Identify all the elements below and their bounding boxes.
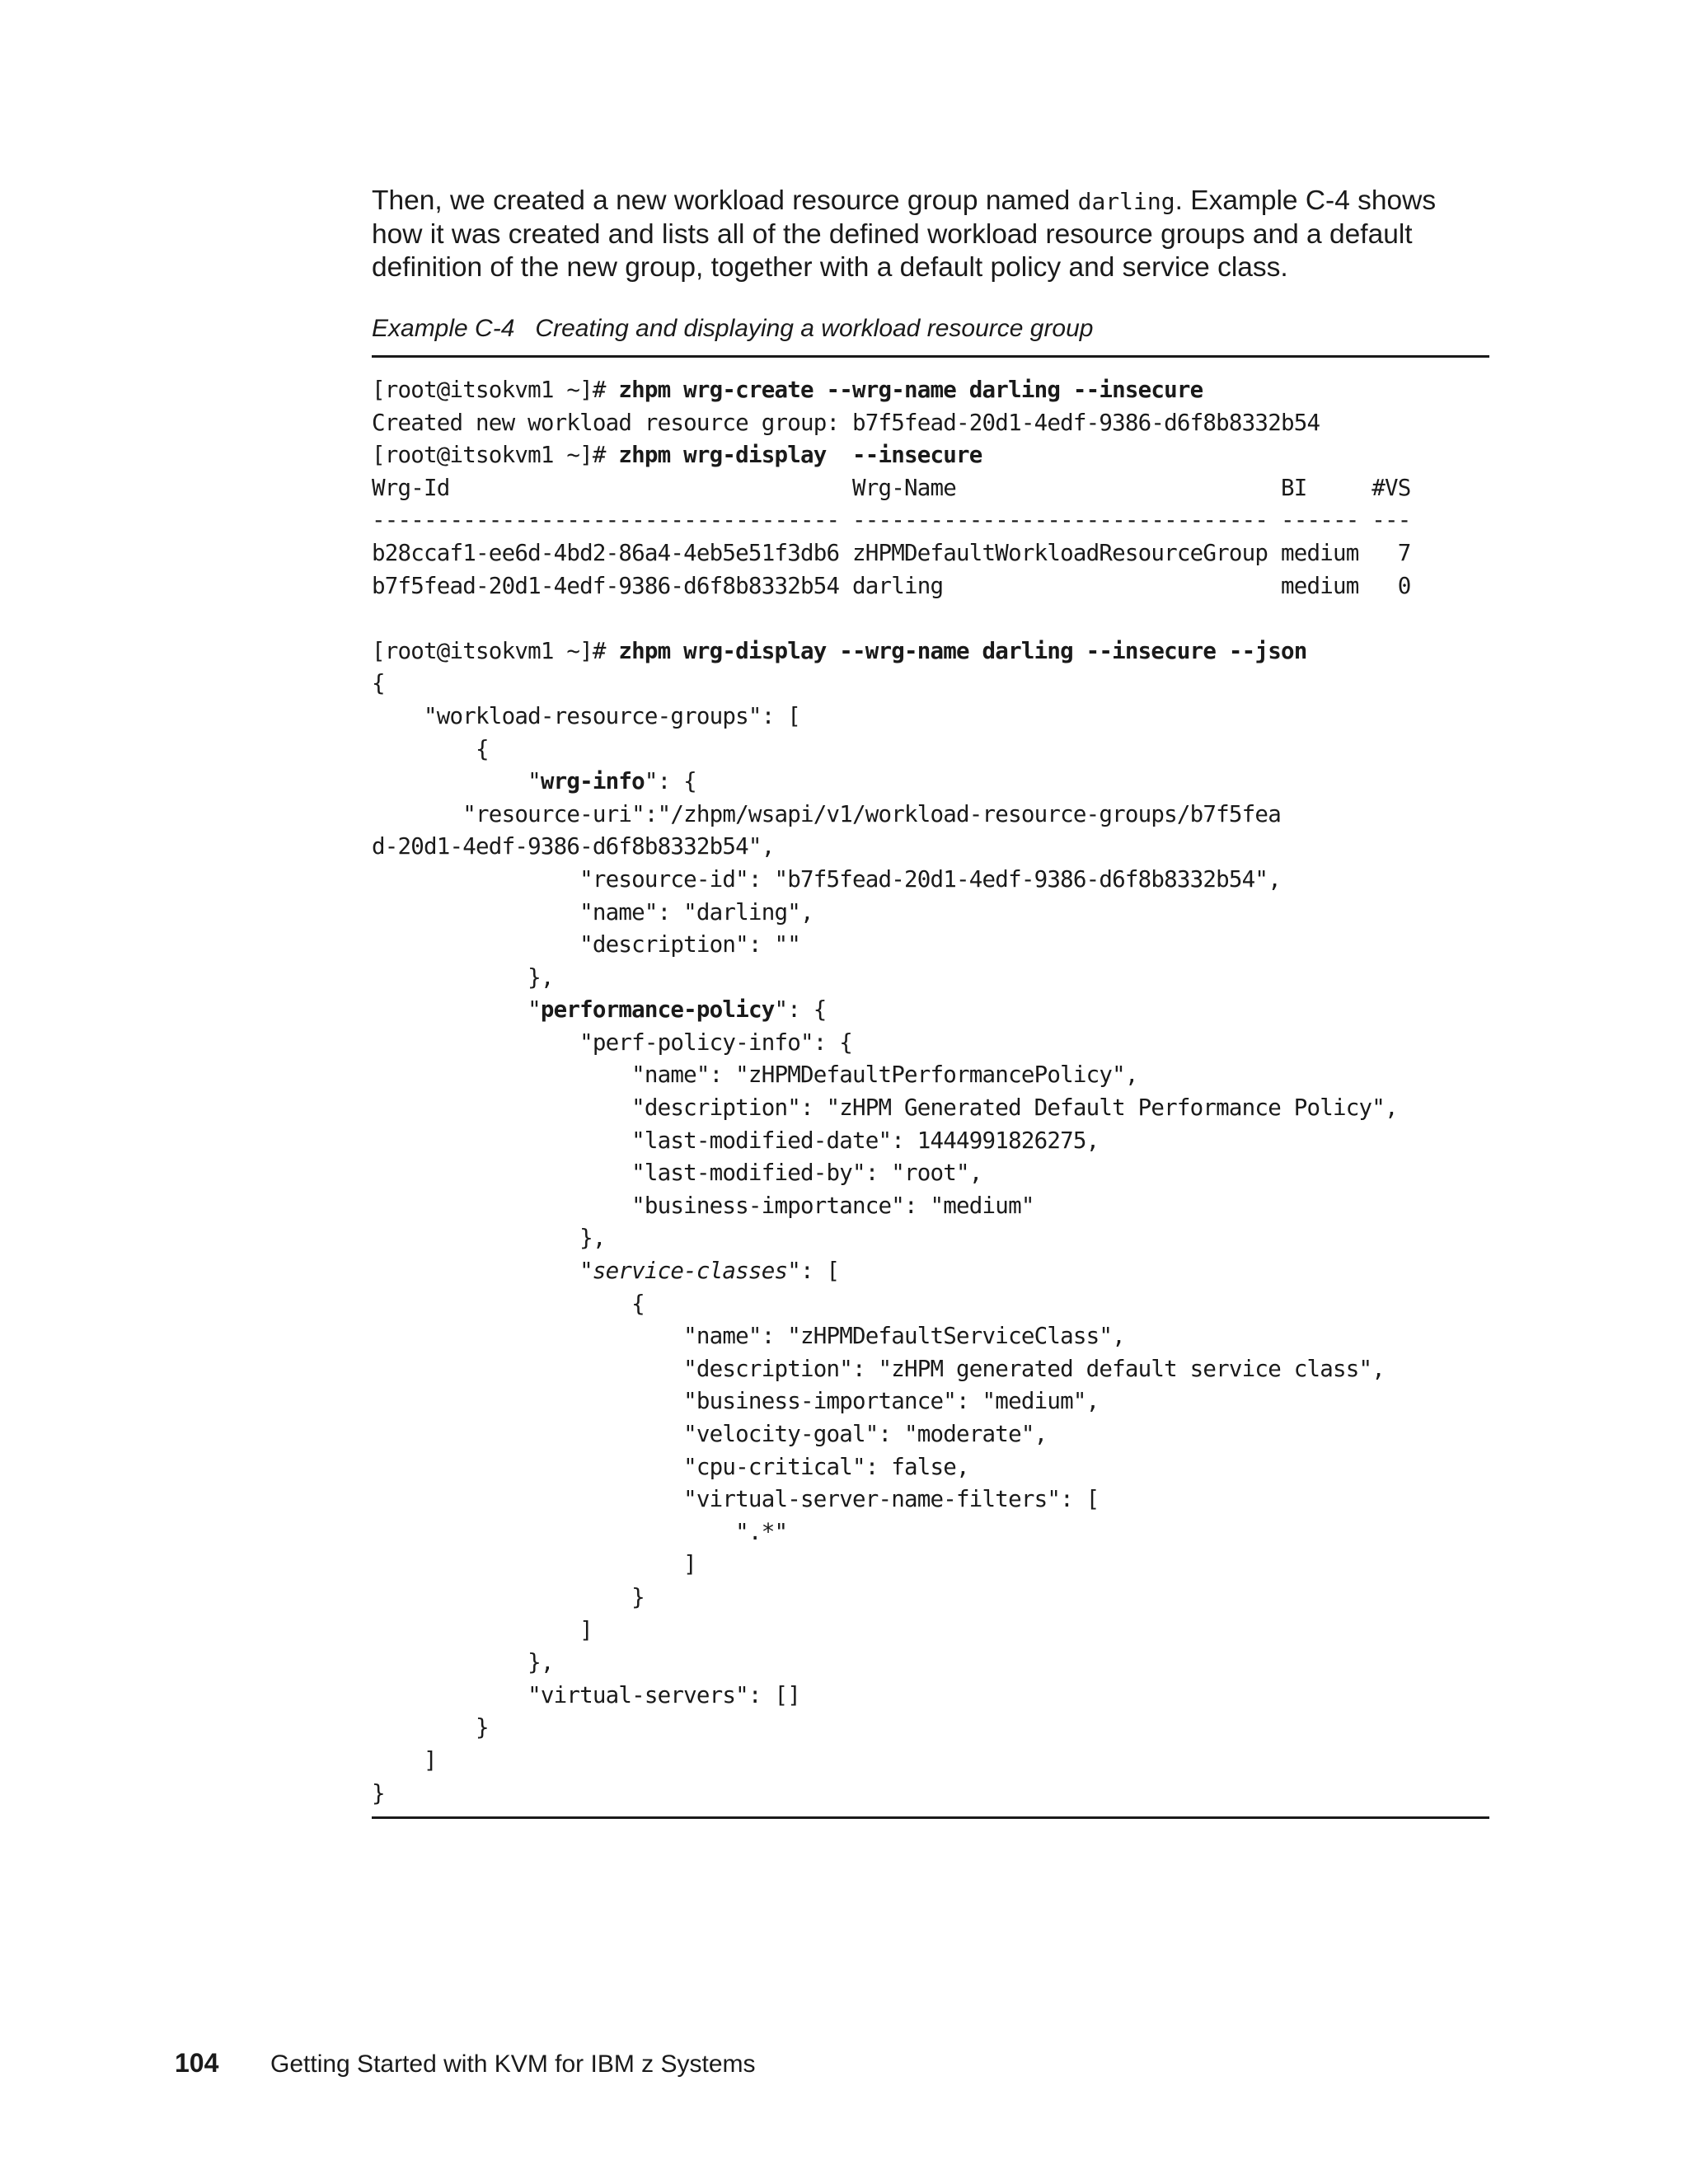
code-segment: " xyxy=(372,996,541,1024)
code-segment: Created new workload resource group: b7f5fead-20d1-4edf-9386-d6f8b8332b54 xyxy=(372,409,1320,436)
code-line xyxy=(372,1255,1411,1288)
code-segment: "business-importance": "medium", xyxy=(372,1388,1100,1415)
code-line xyxy=(372,537,1411,570)
code-line xyxy=(372,929,1411,962)
code-block xyxy=(372,374,1411,1810)
code-line xyxy=(372,1680,1411,1713)
code-line xyxy=(372,1712,1411,1745)
code-line xyxy=(372,897,1411,930)
code-segment: "cpu-critical": false, xyxy=(372,1453,969,1480)
code-segment: } xyxy=(372,1714,489,1741)
code-line xyxy=(372,1451,1411,1484)
code-segment: ".*" xyxy=(372,1518,788,1545)
code-line xyxy=(372,504,1411,537)
code-segment: ": [ xyxy=(787,1258,840,1285)
code-line xyxy=(372,1483,1411,1516)
code-segment: zhpm wrg-display --insecure xyxy=(618,442,982,469)
code-segment: "last-modified-date": 1444991826275, xyxy=(372,1127,1100,1154)
intro-code-word: darling xyxy=(1077,188,1175,215)
example-label: Example C-4 xyxy=(372,315,515,342)
example-caption xyxy=(372,312,1094,345)
code-line xyxy=(372,1353,1411,1386)
code-line xyxy=(372,635,1411,668)
code-line xyxy=(372,1418,1411,1451)
intro-paragraph xyxy=(372,185,1493,284)
code-segment: performance-policy xyxy=(540,996,775,1024)
code-segment: "name": "zHPMDefaultPerformancePolicy", xyxy=(372,1062,1138,1089)
code-segment: service-classes xyxy=(592,1258,788,1285)
code-line xyxy=(372,570,1411,603)
code-segment: } xyxy=(372,1583,645,1610)
code-segment: "name": "zHPMDefaultServiceClass", xyxy=(372,1323,1125,1350)
intro-text-after: . Example C-4 shows how it was created and lists all of the defined workload resource groups and a default definition of the new group, together with a default policy and service class. xyxy=(372,185,1437,283)
code-line xyxy=(372,1615,1411,1647)
code-segment: "resource-uri":"/zhpm/wsapi/v1/workload-resource-groups/b7f5fea xyxy=(372,800,1281,827)
code-segment: " xyxy=(372,1258,593,1285)
page-number: 104 xyxy=(175,2048,219,2078)
code-segment: ] xyxy=(372,1551,696,1578)
code-segment: ] xyxy=(372,1616,593,1643)
code-line xyxy=(372,1549,1411,1582)
code-line xyxy=(372,1190,1411,1223)
code-line xyxy=(372,1125,1411,1158)
code-segment: b28ccaf1-ee6d-4bd2-86a4-4eb5e51f3db6 zHPMDefaultWorkloadResourceGroup medium 7 xyxy=(372,539,1411,566)
code-segment: Wrg-Id Wrg-Name BI #VS xyxy=(372,474,1411,501)
code-segment: "virtual-servers": [] xyxy=(372,1681,800,1708)
code-segment: }, xyxy=(372,1649,554,1676)
code-segment: { xyxy=(372,670,385,697)
code-segment: " xyxy=(372,768,541,795)
code-line xyxy=(372,1288,1411,1321)
intro-text-before: Then, we created a new workload resource group named xyxy=(372,185,1078,216)
code-line xyxy=(372,994,1411,1027)
code-segment: "last-modified-by": "root", xyxy=(372,1160,982,1187)
code-segment: "resource-id": "b7f5fead-20d1-4edf-9386-d6f8b8332b54", xyxy=(372,865,1281,893)
code-line xyxy=(372,733,1411,766)
code-line xyxy=(372,1582,1411,1615)
code-segment: "name": "darling", xyxy=(372,898,814,926)
code-segment: ] xyxy=(372,1746,437,1774)
code-segment: "perf-policy-info": { xyxy=(372,1029,852,1056)
code-line xyxy=(372,799,1411,832)
code-segment: "virtual-server-name-filters": [ xyxy=(372,1486,1100,1513)
code-segment: zhpm wrg-create --wrg-name darling --insecure xyxy=(618,377,1203,403)
code-line xyxy=(372,602,1411,635)
example-bottom-rule xyxy=(372,1816,1489,1819)
code-line xyxy=(372,407,1411,440)
code-line xyxy=(372,1516,1411,1549)
book-title: Getting Started with KVM for IBM z Systems xyxy=(270,2050,756,2078)
page-footer xyxy=(175,2046,756,2081)
code-segment: ": { xyxy=(644,768,696,795)
code-line xyxy=(372,1222,1411,1255)
code-segment: } xyxy=(372,1779,385,1807)
code-line xyxy=(372,472,1411,505)
code-line xyxy=(372,1157,1411,1190)
code-segment: }, xyxy=(372,1225,606,1252)
example-top-rule xyxy=(372,355,1489,358)
code-segment: zhpm wrg-display --wrg-name darling --insecure --json xyxy=(618,637,1307,664)
code-line xyxy=(372,1027,1411,1060)
code-line xyxy=(372,701,1411,733)
code-line xyxy=(372,668,1411,701)
code-segment: wrg-info xyxy=(540,768,645,795)
code-line xyxy=(372,1647,1411,1680)
code-segment: "description": "" xyxy=(372,931,800,958)
code-line xyxy=(372,1320,1411,1353)
code-segment: "description": "zHPM Generated Default Performance Policy", xyxy=(372,1094,1398,1122)
code-segment: b7f5fead-20d1-4edf-9386-d6f8b8332b54 darling medium 0 xyxy=(372,572,1411,599)
code-line xyxy=(372,766,1411,799)
code-segment: d-20d1-4edf-9386-d6f8b8332b54", xyxy=(372,833,775,860)
code-segment: [root@itsokvm1 ~]# xyxy=(372,377,619,403)
code-line xyxy=(372,374,1411,407)
code-segment: "description": "zHPM generated default service class", xyxy=(372,1355,1385,1382)
code-segment: "velocity-goal": "moderate", xyxy=(372,1421,1048,1447)
code-line xyxy=(372,1745,1411,1778)
code-line xyxy=(372,962,1411,995)
code-segment: }, xyxy=(372,963,554,991)
example-title: Creating and displaying a workload resource group xyxy=(535,315,1094,342)
code-segment: { xyxy=(372,1290,645,1317)
code-line xyxy=(372,1385,1411,1418)
code-line xyxy=(372,864,1411,897)
code-segment: [root@itsokvm1 ~]# xyxy=(372,442,619,469)
code-segment: { xyxy=(372,735,489,762)
code-segment: ------------------------------------ -------------------------------- ------ --- xyxy=(372,507,1411,534)
code-segment: "business-importance": "medium" xyxy=(372,1192,1034,1219)
code-line xyxy=(372,831,1411,864)
code-line xyxy=(372,439,1411,472)
code-segment: "workload-resource-groups": [ xyxy=(372,702,800,729)
code-segment: ": { xyxy=(774,996,827,1024)
code-line xyxy=(372,1059,1411,1092)
code-line xyxy=(372,1778,1411,1811)
code-line xyxy=(372,1092,1411,1125)
code-segment: [root@itsokvm1 ~]# xyxy=(372,637,619,664)
